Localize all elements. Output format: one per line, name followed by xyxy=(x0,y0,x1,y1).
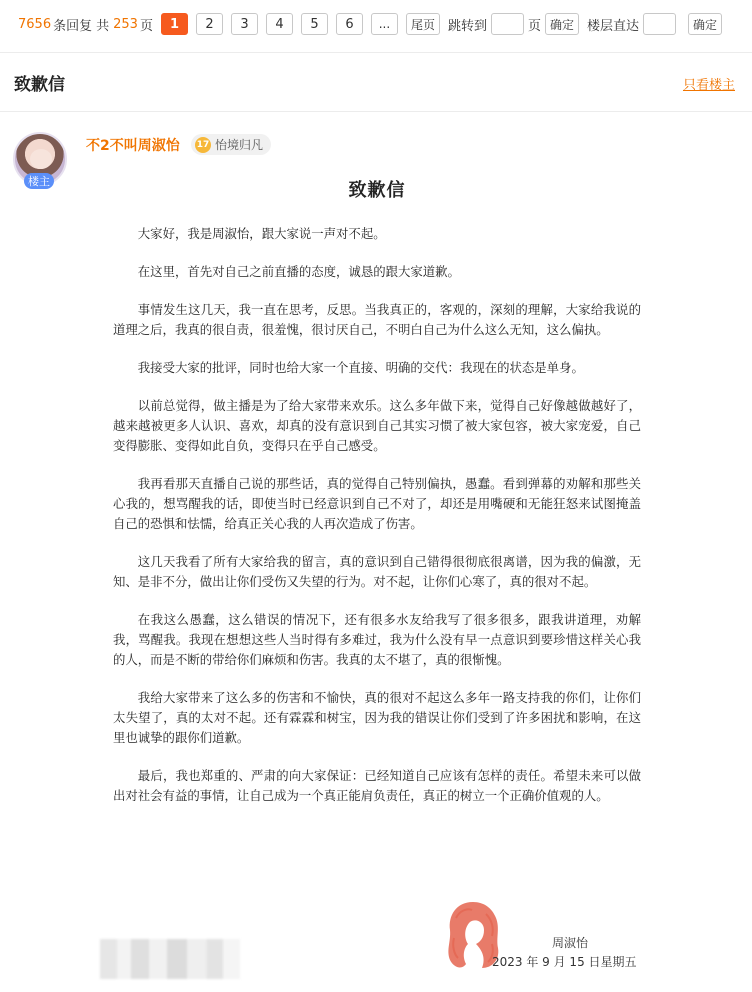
blurred-image xyxy=(100,939,240,979)
letter-paragraph: 我再看那天直播自己说的那些话，真的觉得自己特别偏执，愚蠢。看到弹幕的劝解和那些关心我的，想骂醒我的话，即使当时已经意识到自己不对了，却还是用嘴硬和无能狂怒来试图掩盖自己的恐惧和怯懦，给真正关心我的人再次造成了伤害。 xyxy=(113,476,641,531)
letter-paragraph: 在这里，首先对自己之前直播的态度，诚恳的跟大家道歉。 xyxy=(137,264,460,279)
letter-paragraph: 我接受大家的批评，同时也给大家一个直接、明确的交代：我现在的状态是单身。 xyxy=(137,360,584,375)
last-page-button[interactable]: 尾页 xyxy=(406,13,440,35)
thread-title: 致歉信 xyxy=(14,75,65,95)
op-badge: 楼主 xyxy=(24,173,54,189)
letter-title: 致歉信 xyxy=(348,180,406,201)
reply-label: 条回复 xyxy=(53,18,93,34)
only-op-link[interactable]: 只看楼主 xyxy=(682,78,735,93)
letter-paragraph: 这几天我看了所有大家给我的留言，真的意识到自己错得很彻底很离谱，因为我的偏激，无知、是非不分，做出让你们受伤又失望的行为。对不起，让你们心寒了，真的很对不起。 xyxy=(113,554,641,589)
jump-unit: 页 xyxy=(528,18,542,34)
letter-paragraph: 在我这么愚蠢，这么错误的情况下，还有很多水友给我写了很多很多，跟我讲道理，劝解我，骂醒我。我现在想想这些人当时得有多难过，我为什么没有早一点意识到要珍惜这样关心我的人，而是不断的带给你们麻烦和伤害。我真的太不堪了，真的很惭愧。 xyxy=(113,612,641,667)
jump-confirm-button[interactable]: 确定 xyxy=(545,13,579,35)
floor-input[interactable] xyxy=(643,13,676,35)
page-unit: 页 xyxy=(139,18,153,34)
avatar-face xyxy=(30,149,52,169)
total-label: 共 xyxy=(96,18,110,34)
level-title: 怡境归凡 xyxy=(215,138,264,152)
reply-count: 7656 xyxy=(18,16,52,32)
letter-paragraph: 最后，我也郑重的、严肃的向大家保证：已经知道自己应该有怎样的责任。希望未来可以做出对社会有益的事情，让自己成为一个真正能肩负责任，真正的树立一个正确价值观的人。 xyxy=(113,768,641,803)
floor-label: 楼层直达 xyxy=(587,18,640,34)
page-button-5[interactable]: 5 xyxy=(301,13,328,35)
letter-paragraph: 我给大家带来了这么多的伤害和不愉快，真的很对不起这么多年一路支持我的你们，让你们太失望了，真的太对不起。还有霖霖和树宝，因为我的错误让你们受到了许多困扰和影响，在这里也诚挚的跟你们道歉。 xyxy=(113,690,641,745)
page-button-2[interactable]: 2 xyxy=(196,13,223,35)
letter-paragraph: 以前总觉得，做主播是为了给大家带来欢乐。这么多年做下来，觉得自己好像越做越好了，越来越被更多人认识、喜欢，却真的没有意识到自己其实习惯了被大家包容，被大家宠爱，自己变得膨胀、变得如此自负，变得只在乎自己感受。 xyxy=(113,398,641,453)
page-count: 253 xyxy=(113,16,138,32)
level-tag[interactable] xyxy=(191,134,271,155)
jump-page-input[interactable] xyxy=(491,13,524,35)
page-ellipsis-button[interactable]: ... xyxy=(371,13,398,35)
level-number: 17 xyxy=(195,137,211,153)
page-button-4[interactable]: 4 xyxy=(266,13,293,35)
signature-name: 周淑怡 xyxy=(552,936,589,950)
jump-label: 跳转到 xyxy=(447,18,487,34)
signature-block xyxy=(430,896,730,978)
floor-confirm-button[interactable]: 确定 xyxy=(688,13,722,35)
letter-content xyxy=(113,170,641,824)
letter-paragraph: 大家好，我是周淑怡，跟大家说一声对不起。 xyxy=(137,226,386,241)
username[interactable]: 不2不叫周淑怡 xyxy=(86,138,180,154)
page-button-6[interactable]: 6 xyxy=(336,13,363,35)
page-button-3[interactable]: 3 xyxy=(231,13,258,35)
pagination-bar xyxy=(0,0,752,48)
letter-paragraph: 事情发生这几天，我一直在思考，反思。当我真正的，客观的，深刻的理解，大家给我说的道理之后，我真的很自责，很羞愧，很讨厌自己，不明白自己为什么这么无知，这么偏执。 xyxy=(113,302,641,337)
page-button-1[interactable]: 1 xyxy=(161,13,188,35)
divider xyxy=(0,52,752,53)
signature-date: 2023 年 9 月 15 日星期五 xyxy=(492,955,637,969)
divider xyxy=(0,111,752,112)
